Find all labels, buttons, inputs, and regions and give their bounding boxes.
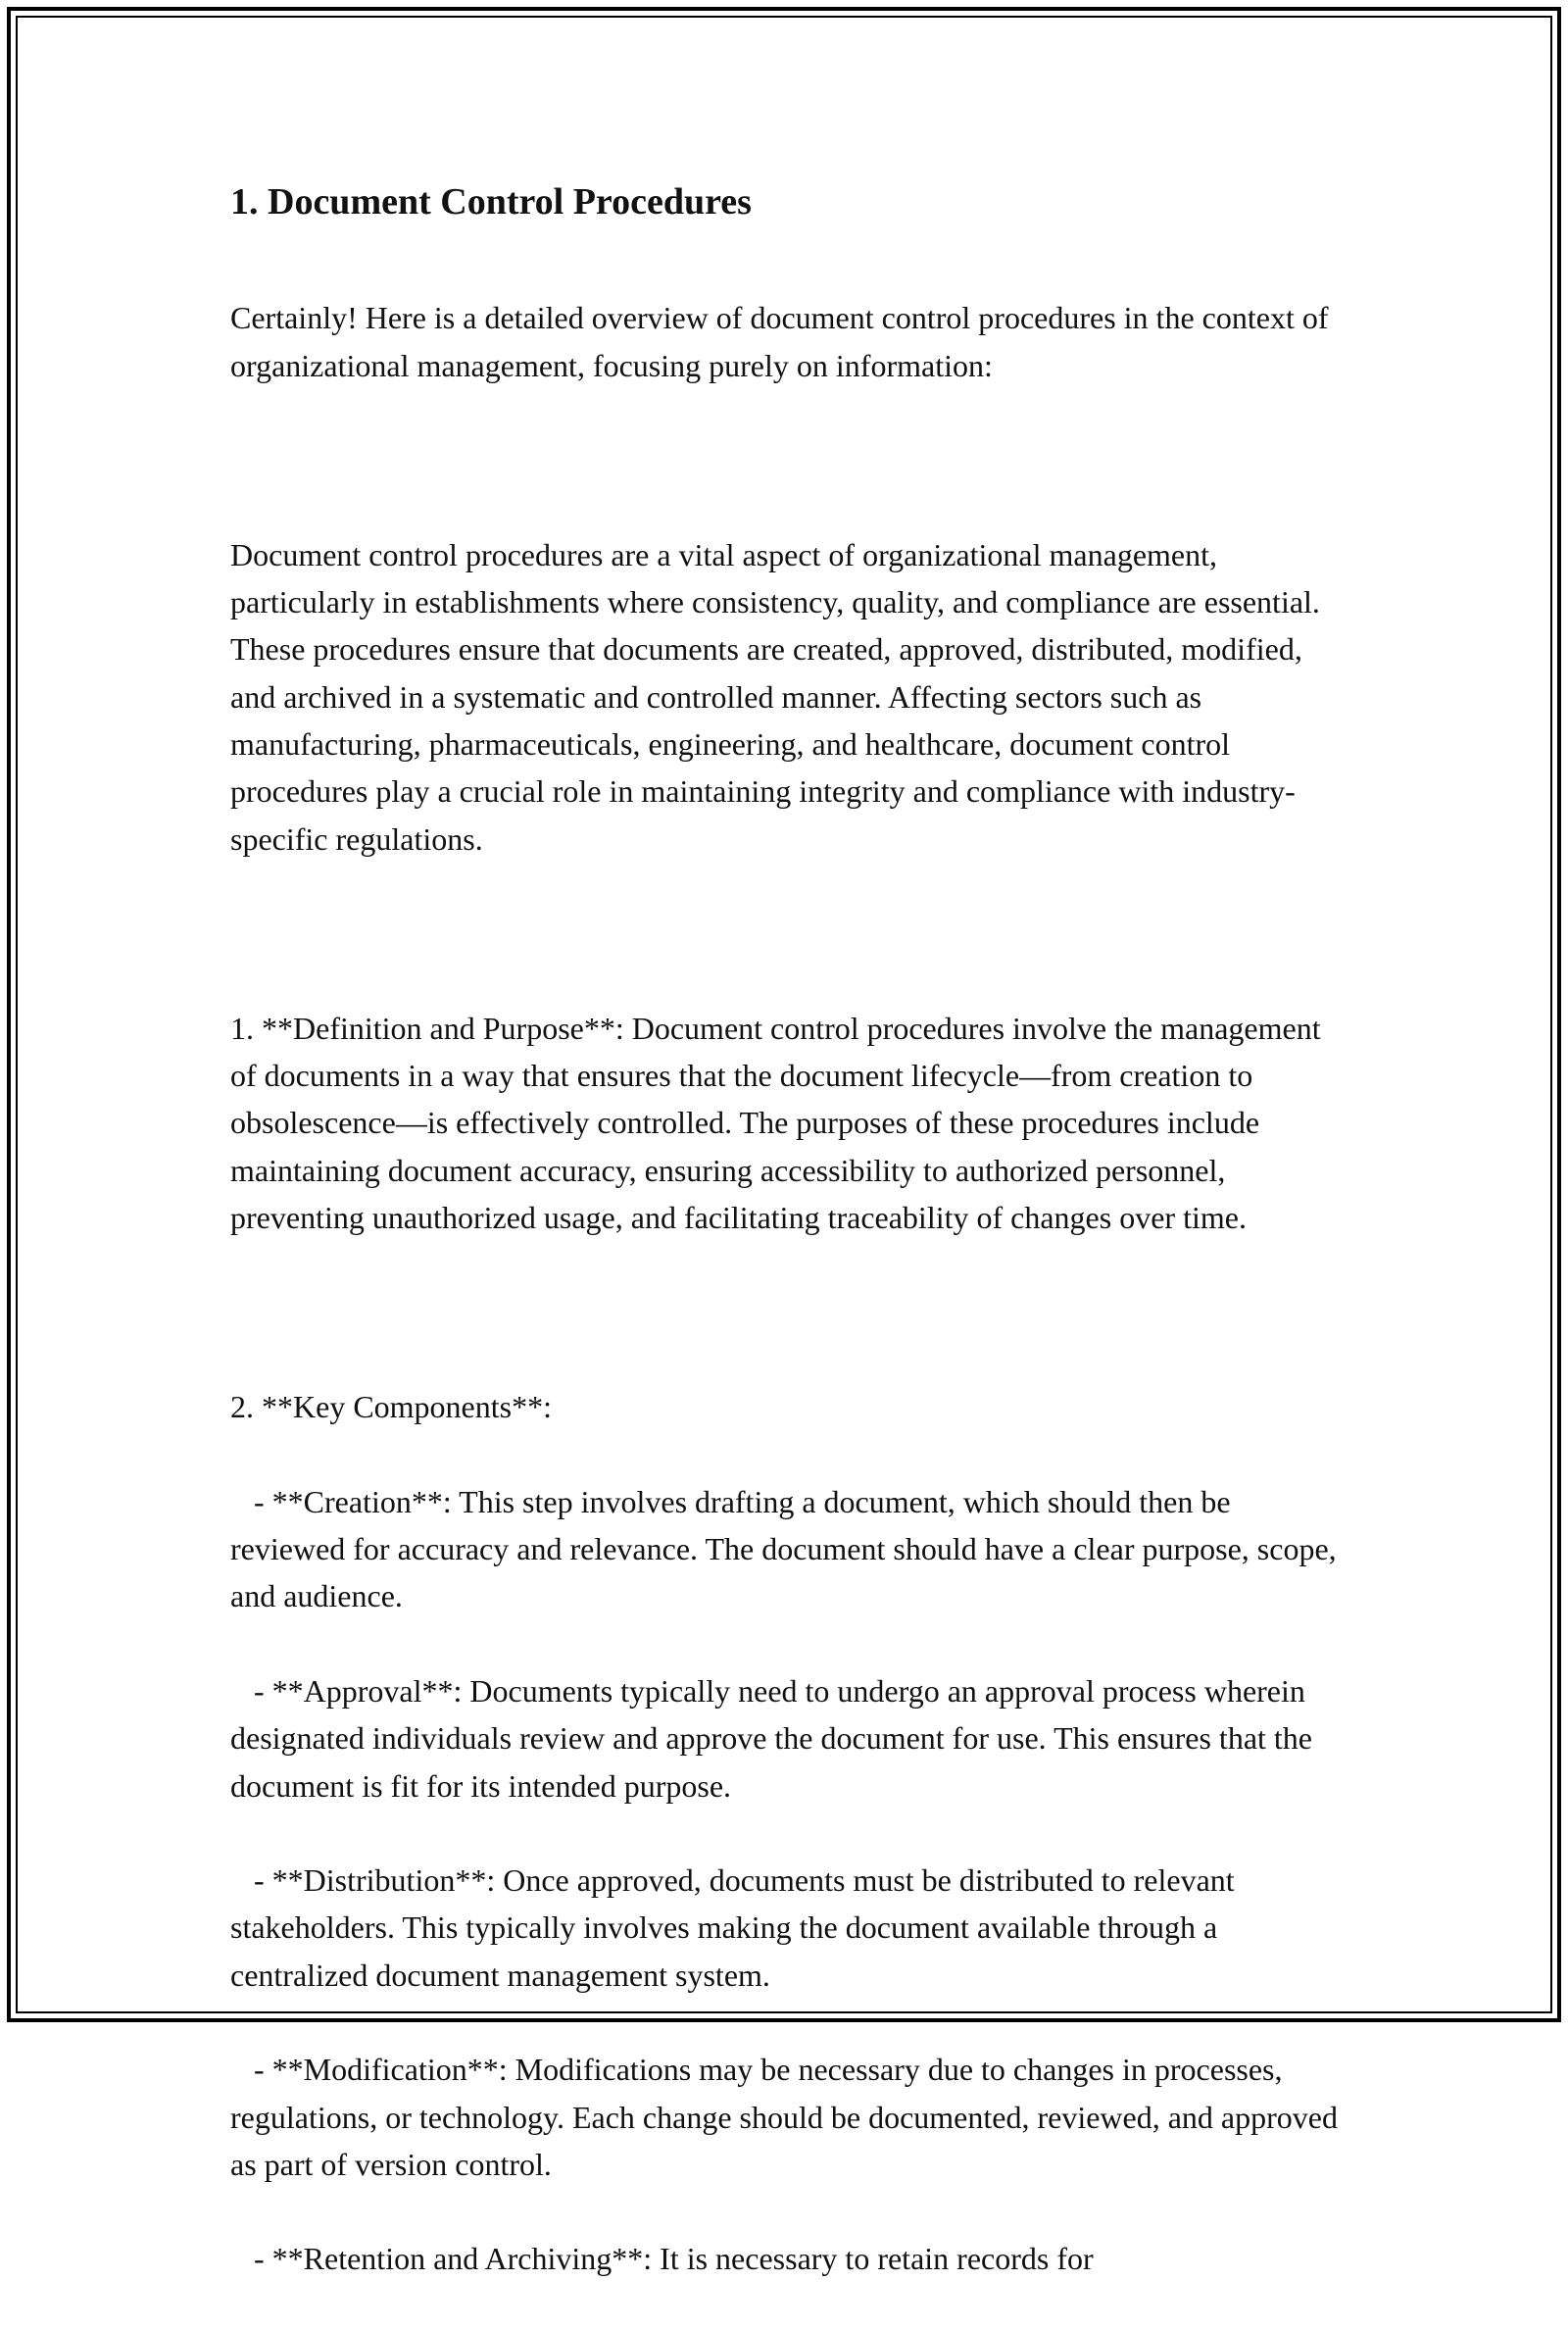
component-distribution: - **Distribution**: Once approved, documents must be distributed to relevant stakeholders. This typically involves making the document available through a centralized document management system. (230, 1862, 1243, 1993)
components-heading: 2. **Key Components**: (230, 1389, 552, 1425)
component-modification: - **Modification**: Modifications may be necessary due to changes in processes, regulations, or technology. Each change should be documented, reviewed, and approved as part of version control. (230, 2052, 1346, 2182)
document-text (230, 247, 1348, 2330)
paragraph-spacer (230, 1289, 1348, 1336)
component-retention: - **Retention and Archiving**: It is necessary to retain records for (230, 2241, 1094, 2277)
document-body (230, 178, 1348, 2330)
paragraph-spacer (230, 436, 1348, 483)
definition-paragraph: 1. **Definition and Purpose**: Document control procedures involve the management of documents in a way that ensures that the document lifecycle—from creation to obsolescence—is effectively controlled. The purposes of these procedures include maintaining document accuracy, ensuring accessibility to authorized personnel, preventing unauthorized usage, and facilitating traceability of changes over time. (230, 1010, 1321, 1235)
overview-paragraph: Document control procedures are a vital aspect of organizational management, particularly in establishments where consistency, quality, and compliance are essential. These procedures ensure that documents are created, approved, distributed, modified, and archived in a systematic and controlled manner. Affecting sectors such as manufacturing, pharmaceuticals, engineering, and healthcare, document control procedures play a crucial role in maintaining integrity and compliance with industry-specific regulations. (230, 536, 1320, 857)
component-creation: - **Creation**: This step involves drafting a document, which should then be reviewed for accuracy and relevance. The document should have a clear purpose, scope, and audience. (230, 1483, 1345, 1614)
intro-paragraph: Certainly! Here is a detailed overview of document control procedures in the context of organizational management, focusing purely on information: (230, 300, 1329, 383)
component-approval: - **Approval**: Documents typically need to undergo an approval process wherein designated individuals review and approve the document for use. This ensures that the document is fit for its intended purpose. (230, 1672, 1320, 1804)
page-title: 1. Document Control Procedures (230, 181, 752, 223)
paragraph-spacer (230, 910, 1348, 957)
